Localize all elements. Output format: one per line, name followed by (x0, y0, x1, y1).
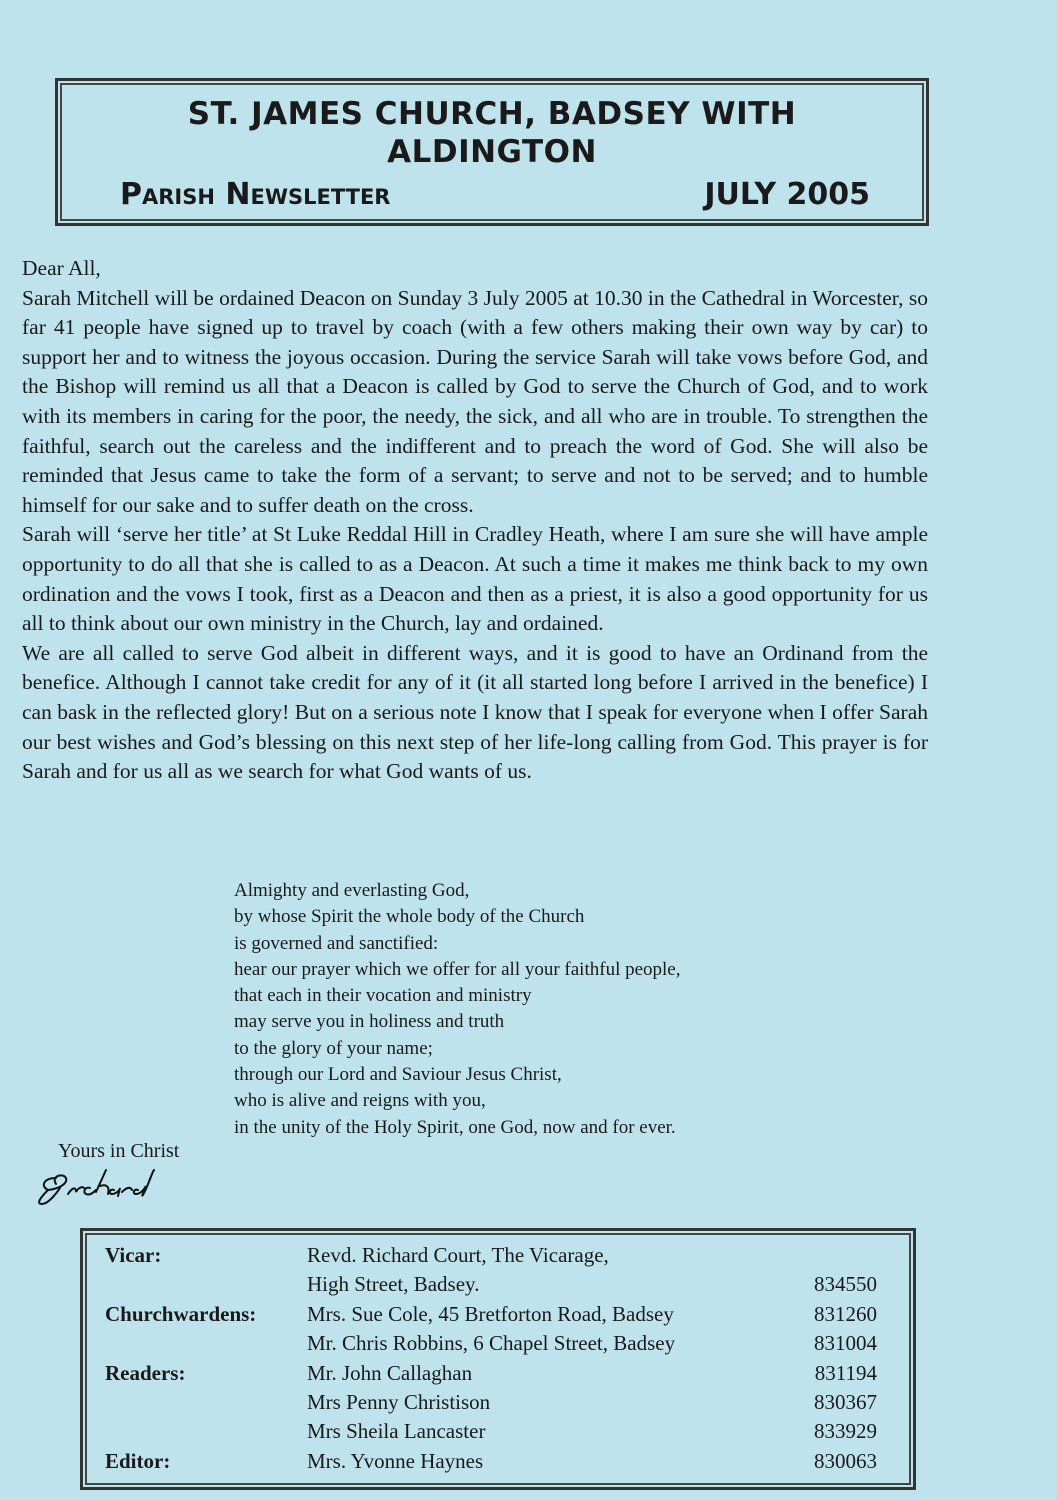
prayer-line: is governed and sanctified: (234, 932, 439, 954)
contact-row (105, 1417, 913, 1446)
contact-name: Revd. Richard Court, The Vicarage, (307, 1243, 609, 1267)
letter-paragraph: Sarah will ‘serve her title’ at St Luke Reddal Hill in Cradley Heath, where I am sure she will have ample opportunity to do all that she is called to as a Deacon. At such a time it makes me think back to my own ordination and the vows I took, first as a Deacon and then as a priest, it is also a good opportunity for us all to think about our own ministry in the Church, lay and ordained. (22, 522, 928, 636)
contact-name: Mrs Penny Christison (307, 1390, 491, 1415)
letter-paragraph: Sarah Mitchell will be ordained Deacon on Sunday 3 July 2005 at 10.30 in the Cathedral in Worcester, so far 41 people have signed up to travel by coach (with a few others making their own way by car) to support her and to witness the joyous occasion. During the service Sarah will take vows before God, and the Bishop will remind us all that a Deacon is called by God to serve the Church of God, and to work with its members in caring for the poor, the needy, the sick, and all who are in trouble. To strengthen the faithful, search out the careless and the indifferent and to preach the word of God. She will also be reminded that Jesus came to take the form of a servant; to serve and not to be served; and to humble himself for our sake and to suffer death on the cross. (22, 285, 928, 517)
prayer-line: Almighty and everlasting God, (234, 880, 470, 901)
contact-name: Mr. Chris Robbins, 6 Chapel Street, Badsey (307, 1331, 676, 1356)
contact-name: Mrs Sheila Lancaster (307, 1419, 486, 1444)
church-title-line2: ALDINGTON (387, 134, 597, 170)
contact-row (105, 1329, 913, 1358)
contact-row (105, 1241, 913, 1270)
church-title-line1: ST. JAMES CHURCH, BADSEY WITH (187, 96, 797, 132)
prayer-line: may serve you in holiness and truth (234, 1011, 505, 1033)
contact-role: Churchwardens: (105, 1301, 257, 1326)
contact-role: Vicar: (105, 1243, 162, 1267)
contact-row (105, 1447, 913, 1476)
contact-phone: 831260 (814, 1301, 877, 1326)
contact-role: Editor: (105, 1448, 171, 1473)
contact-row (105, 1300, 913, 1329)
contact-phone: 830063 (814, 1448, 877, 1473)
prayer-line: who is alive and reigns with you, (234, 1090, 486, 1112)
contact-role: Readers: (105, 1360, 186, 1385)
contact-phone: 831004 (814, 1331, 877, 1356)
newsletter-date: JULY 2005 (704, 177, 870, 212)
letter-paragraph: We are all called to serve God albeit in different ways, and it is good to have an Ordinand from the benefice. Although I cannot take credit for any of it (it all started long before I arrived in the benefice) I can bask in the reflected glory! But on a serious note I know that I speak for everyone when I offer Sarah our best wishes and God’s blessing on this next step of her life-long calling from God. This prayer is for Sarah and for us all as we search for what God wants of us. (22, 640, 928, 784)
contact-name: Mr. John Callaghan (307, 1360, 473, 1385)
contact-role (105, 1388, 307, 1417)
contact-phone: 834550 (814, 1272, 877, 1297)
contact-phone (797, 1241, 877, 1270)
contact-phone: 833929 (814, 1419, 877, 1444)
contact-row (105, 1270, 913, 1299)
contact-name: Mrs. Sue Cole, 45 Bretforton Road, Badsey (307, 1301, 674, 1326)
contact-name: High Street, Badsey. (307, 1272, 480, 1297)
newsletter-header (55, 78, 929, 226)
contact-list (80, 1228, 916, 1490)
prayer-line: in the unity of the Holy Spirit, one God, now and for ever. (234, 1116, 676, 1138)
contact-row (105, 1359, 913, 1388)
contact-role (105, 1270, 307, 1299)
header-subtitle-row (58, 175, 926, 215)
contact-phone: 830367 (814, 1390, 877, 1415)
contact-role (105, 1417, 307, 1446)
contact-name: Mrs. Yvonne Haynes (307, 1448, 484, 1473)
closing-text: Yours in Christ (58, 1140, 180, 1162)
contact-phone: 831194 (814, 1360, 877, 1385)
newsletter-subtitle: Parish Newsletter (120, 177, 391, 212)
letter-greeting: Dear All, (22, 256, 101, 280)
contact-row (105, 1388, 913, 1417)
prayer-line: to the glory of your name; (234, 1037, 433, 1059)
prayer-line: hear our prayer which we offer for all your faithful people, (234, 958, 681, 980)
prayer (234, 878, 681, 1141)
contact-role (105, 1329, 307, 1358)
prayer-line: through our Lord and Saviour Jesus Christ, (234, 1064, 562, 1086)
prayer-line: that each in their vocation and ministry (234, 985, 532, 1007)
prayer-line: by whose Spirit the whole body of the Church (234, 906, 585, 928)
handwritten-signature (34, 1164, 244, 1212)
letter-body (22, 254, 928, 787)
